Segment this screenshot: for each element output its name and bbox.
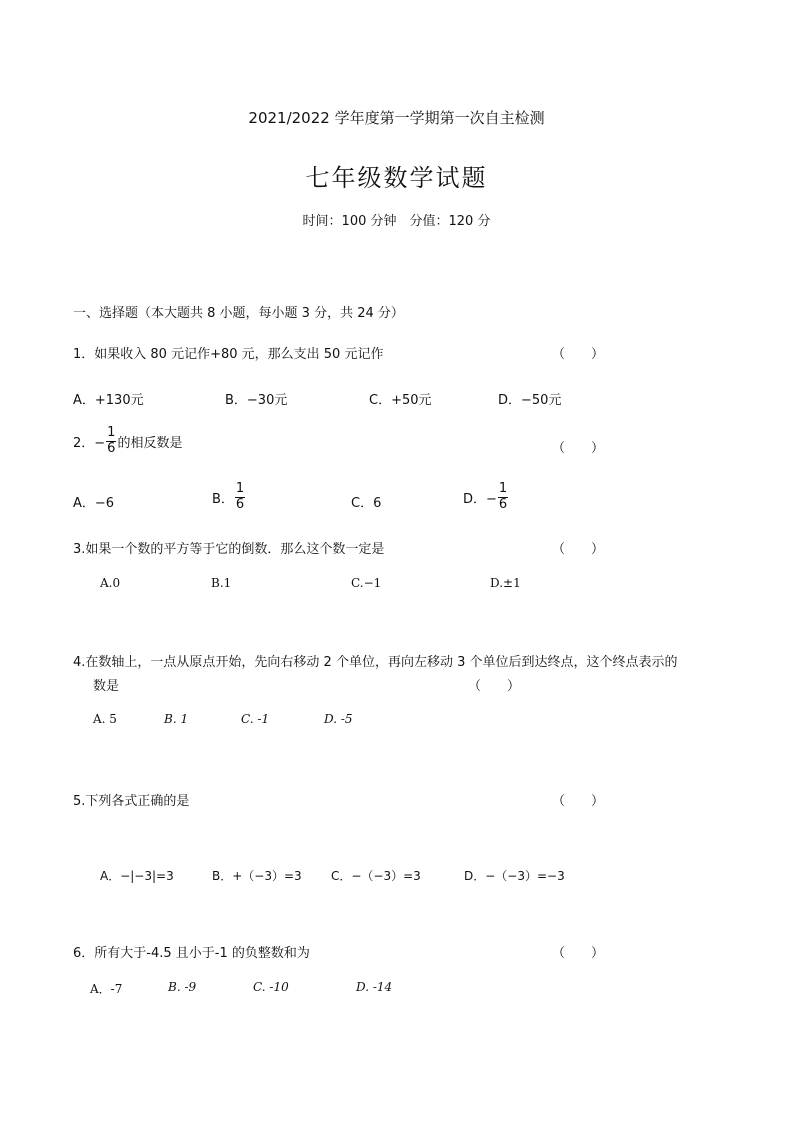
question-5-answer-paren: （ ） [552,794,605,809]
question-1-option-b: B．−30元 [225,393,288,408]
question-2-fraction-numerator: 1 [107,425,116,440]
question-5-option-c: C．−（−3）=3 [331,869,421,883]
question-5-stem: 5.下列各式正确的是 [73,794,190,809]
option-b-numerator: 1 [235,481,245,496]
question-6-option-a: A．-7 [90,982,123,996]
question-4-stem-line1: 4.在数轴上，一点从原点开始，先向右移动 2 个单位，再向左移动 3 个单位后到达终点，这个终点表示的 [73,655,678,670]
question-2-stem [73,426,182,457]
question-6-option-c: C. -10 [253,980,289,994]
question-5-option-b: B．+（−3）=3 [212,869,302,883]
question-4-option-c: C. -1 [241,712,270,726]
question-1-stem: 1．如果收入 80 元记作+80 元，那么支出 50 元记作 [73,347,384,362]
question-4-option-d: D. -5 [324,712,353,726]
exam-title: 2021/2022 学年度第一学期第一次自主检测 [248,109,545,127]
question-6-stem: 6．所有大于-4.5 且小于-1 的负整数和为 [73,946,310,961]
question-2-option-a: A．−6 [73,496,115,511]
section-heading: 一、选择题（本大题共 8 小题，每小题 3 分，共 24 分） [73,306,404,321]
question-2-option-d-label: D．− [463,491,497,507]
question-4-option-a: A. 5 [93,712,117,726]
question-1-option-c: C．+50元 [369,393,432,408]
question-2-option-b-fraction [235,482,245,513]
question-3-option-c: C.−1 [351,576,382,590]
question-1-answer-paren: （ ） [552,347,605,362]
question-4-option-b: B. 1 [164,712,189,726]
question-5-option-d: D．−（−3）=−3 [464,869,565,883]
question-3-option-b: B.1 [211,576,232,590]
question-6-option-d: D. -14 [356,980,393,994]
question-2-option-b-label: B． [212,491,234,507]
question-2-option-b [212,482,246,513]
question-2-option-c: C．6 [351,496,382,511]
question-2-answer-paren: （ ） [552,441,605,456]
question-2-option-d-fraction [498,482,508,513]
question-4-answer-paren: （ ） [468,679,521,694]
question-3-answer-paren: （ ） [552,542,605,557]
question-1-option-a: A．+130元 [73,393,144,408]
question-3-stem: 3.如果一个数的平方等于它的倒数．那么这个数一定是 [73,542,385,557]
question-6-answer-paren: （ ） [552,946,605,961]
question-5-option-a: A．−|−3|=3 [100,869,174,883]
question-4-stem-line2: 数是 [93,679,120,694]
option-b-denominator: 6 [235,496,245,512]
exam-meta: 时间：100 分钟 分值：120 分 [302,214,491,229]
question-2-stem-suffix: 的相反数是 [117,435,183,451]
option-d-denominator: 6 [498,496,508,512]
question-2-fraction [106,426,116,457]
question-6-option-b: B. -9 [168,980,197,994]
question-2-stem-prefix: 2．− [73,435,106,451]
question-1-option-d: D．−50元 [498,393,562,408]
option-d-numerator: 1 [498,481,508,496]
subject-title: 七年级数学试题 [305,164,488,192]
question-3-option-a: A.0 [100,576,121,590]
question-2-option-d [463,482,509,513]
question-2-fraction-denominator: 6 [107,440,116,456]
question-3-option-d: D.±1 [490,576,521,590]
